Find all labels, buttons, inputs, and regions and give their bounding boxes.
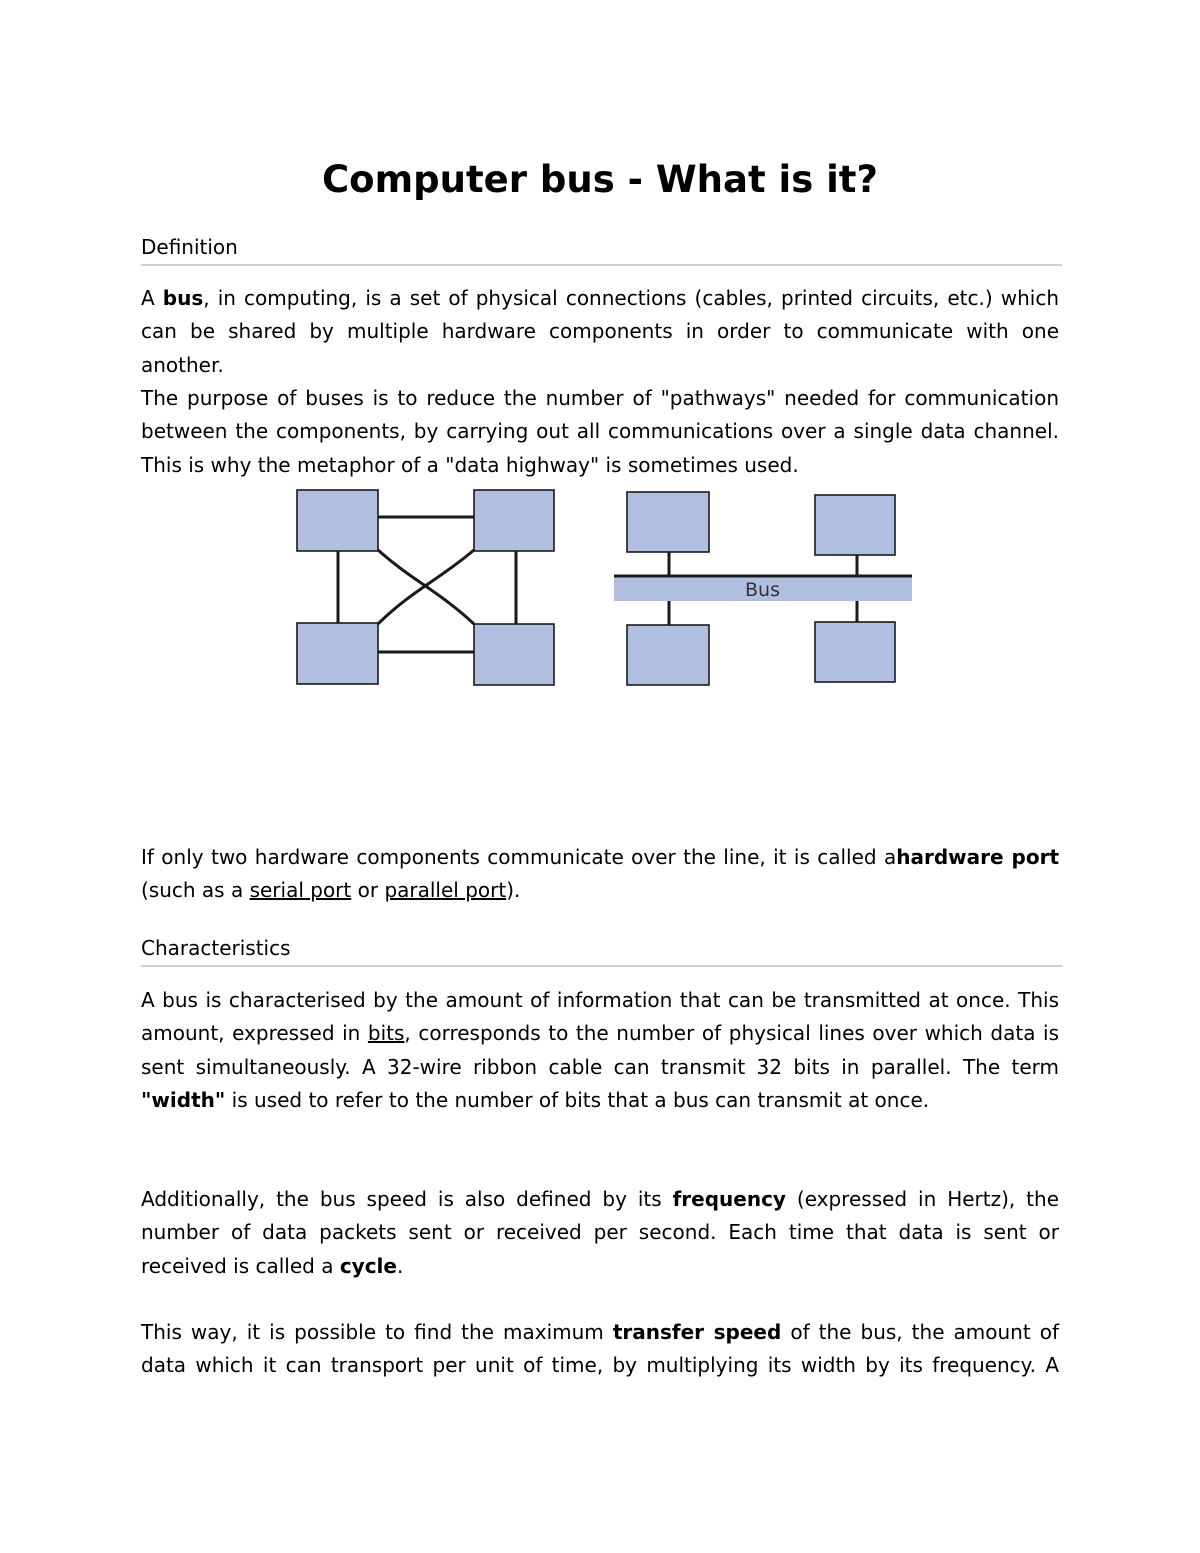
term-frequency: frequency	[672, 1187, 786, 1211]
component-box	[815, 622, 895, 682]
term-width: "width"	[141, 1088, 226, 1113]
component-box	[474, 624, 554, 685]
term-cycle: cycle	[339, 1253, 397, 1278]
component-box	[297, 623, 378, 684]
page-title: Computer bus - What is it?	[322, 158, 878, 201]
hardware-port-paragraph: If only two hardware components communicate over the line, it is called ahardware port (such as a serial port or parallel port).	[141, 845, 1060, 903]
section-heading-characteristics: Characteristics	[141, 933, 1062, 967]
term-hardware-port: hardware port	[896, 845, 1060, 869]
shared-bus-diagram	[614, 492, 912, 685]
component-box	[627, 492, 709, 552]
point-to-point-diagram	[297, 490, 554, 685]
bus-diagram	[290, 484, 920, 692]
component-box	[474, 490, 554, 551]
characteristics-paragraph-1: A bus is characterised by the amount of information that can be transmitted at once. This amount, expressed in bits, corresponds to the number of physical lines over which data is sent simultaneously. A 32-wire ribbon cable can transmit 32 bits in parallel. The term "width" is used to refer to the number of bits that a bus can transmit at once.	[141, 988, 1060, 1113]
parallel-port-link[interactable]: parallel port	[384, 878, 507, 903]
serial-port-link[interactable]: serial port	[249, 878, 352, 903]
bits-link[interactable]: bits	[367, 1021, 405, 1046]
component-box	[627, 625, 709, 685]
characteristics-paragraph-2: Additionally, the bus speed is also defined by its frequency (expressed in Hertz), the number of data packets sent or received per second. Each time that data is sent or received is called a cycle.	[141, 1187, 1060, 1278]
bus-label: Bus	[745, 579, 780, 601]
term-transfer-speed: transfer speed	[612, 1320, 782, 1344]
section-heading-definition: Definition	[141, 232, 1062, 266]
component-box	[297, 490, 378, 551]
definition-paragraph-2: The purpose of buses is to reduce the number of "pathways" needed for communication between the components, by carrying out all communications over a single data channel. This is why the metaphor of a "data highway" is sometimes used.	[141, 386, 1059, 477]
characteristics-paragraph-3: This way, it is possible to find the maximum transfer speed of the bus, the amount of data which it can transport per unit of time, by multiplying its width by its frequency. A	[141, 1320, 1060, 1378]
definition-paragraph-1: A bus, in computing, is a set of physical connections (cables, printed circuits, etc.) which can be shared by multiple hardware components in order to communicate with one another.	[141, 286, 1060, 377]
term-bus: bus	[162, 286, 204, 310]
component-box	[815, 495, 895, 555]
